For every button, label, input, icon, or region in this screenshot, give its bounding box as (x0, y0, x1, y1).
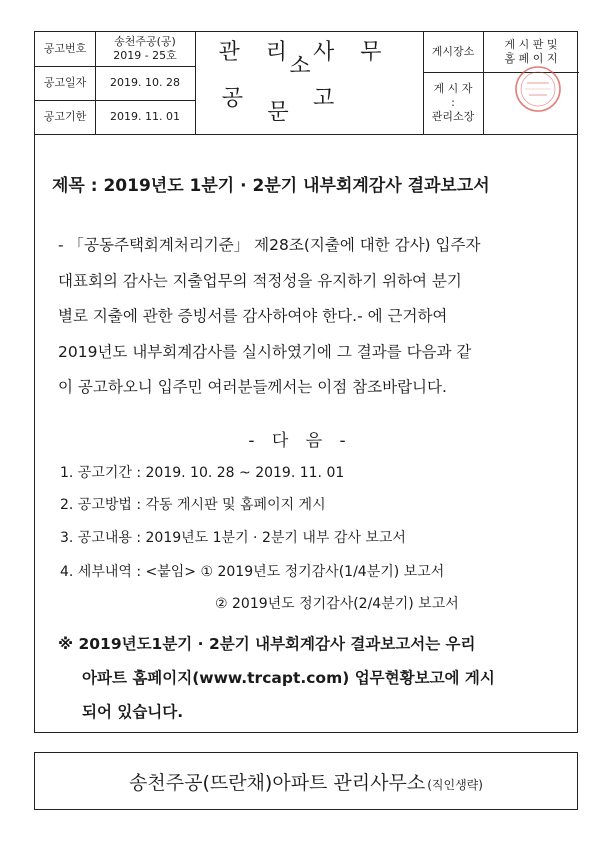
label-notice-date: 공고일자 (43, 76, 87, 89)
body-line: - 「공동주택회계처리기준」 제28조(지출에 대한 감사) 입주자 (58, 236, 481, 254)
body-line: 이 공고하오니 입주민 여러분들께서는 이점 참조바랍니다. (58, 378, 447, 396)
poster-cell (423, 72, 483, 134)
poster-colon: : (451, 96, 455, 109)
post-place-line-2: 홈 페 이 지 (504, 52, 558, 65)
label-poster: 게 시 자 (433, 82, 473, 95)
poster-value: 관리소장 (431, 110, 475, 123)
document-title: 제목 : 2019년도 1분기 · 2분기 내부회계감사 결과보고서 (52, 176, 490, 196)
divider (195, 32, 196, 134)
body-line: 별로 지출에 관한 증빙서를 감사하여야 한다.- 에 근거하여 (58, 307, 448, 325)
label-notice-no: 공고번호 (43, 42, 87, 55)
body-line: 대표회의 감사는 지출업무의 적정성을 유지하기 위하여 분기 (58, 271, 462, 290)
body-line: 2019년도 내부회계감사를 실시하였기에 그 결과를 다음과 같 (58, 342, 472, 361)
label-notice-period: 공고기한 (43, 110, 87, 123)
official-seal-stamp (513, 64, 563, 114)
note-line: 되어 있습니다. (82, 703, 184, 721)
note-line: 아파트 홈페이지(www.trcapt.com) 업무현황보고에 게시 (82, 669, 495, 687)
list-item: 1. 공고기간 : 2019. 10. 28 ~ 2019. 11. 01 (60, 465, 345, 481)
website-note (58, 627, 538, 729)
notice-no-line-2: 2019 - 25호 (113, 49, 177, 62)
notice-header-table (34, 31, 578, 135)
list-item: 2. 공고방법 : 각동 게시판 및 홈페이지 게시 (60, 497, 326, 513)
list-item: ② 2019년도 정기감사(2/4분기) 보고서 (215, 596, 459, 612)
list-item: 4. 세부내역 : <붙임> ① 2019년도 정기감사(1/4분기) 보고서 (60, 564, 445, 580)
seal-omitted-note: (직인생략) (427, 777, 483, 792)
body-paragraph (58, 228, 533, 406)
notice-period-value: 2019. 11. 01 (110, 110, 180, 123)
footer-box (34, 752, 578, 810)
issuing-office: 송천주공(뜨란채)아파트 관리사무소 (129, 771, 426, 794)
section-heading-dau: - 다 음 - (248, 431, 352, 451)
office-title: 관리사무소 (218, 40, 408, 79)
post-place-line-1: 게 시 판 및 (504, 38, 558, 51)
notice-no-line-1: 송천주공(공) (114, 35, 176, 48)
notice-title: 공고문 (221, 86, 405, 125)
notice-date-value: 2019. 10. 28 (110, 76, 180, 89)
note-line: ※ 2019년도1분기 · 2분기 내부회계감사 결과보고서는 우리 (58, 635, 476, 653)
label-post-place: 게시장소 (431, 45, 475, 58)
list-item: 3. 공고내용 : 2019년도 1분기 · 2분기 내부 감사 보고서 (60, 530, 406, 546)
notice-no-value (95, 32, 195, 66)
